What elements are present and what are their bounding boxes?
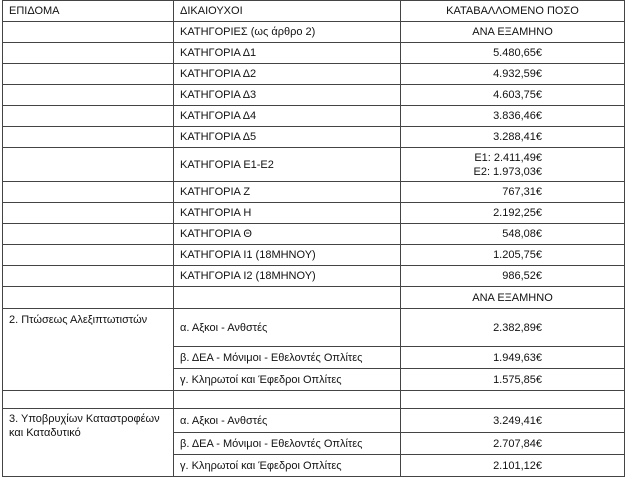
table-row-e1-e2 xyxy=(3,148,625,182)
header-row xyxy=(3,1,625,22)
empty-cell xyxy=(3,127,174,148)
table-row xyxy=(3,409,625,433)
per-semester-label: ΑΝΑ ΕΞΑΜΗΝΟ xyxy=(401,22,625,43)
empty-cell xyxy=(174,287,401,309)
beneficiary-cell: α. Αξκοι - Ανθστές xyxy=(174,309,401,347)
beneficiary-cell: γ. Κληρωτοί και Έφεδροι Οπλίτες xyxy=(174,455,401,477)
empty-cell xyxy=(3,287,174,309)
amount-cell: 5.480,65€ xyxy=(401,43,625,64)
category-cell: ΚΑΤΗΓΟΡΙΑ Η xyxy=(174,203,401,224)
empty-cell xyxy=(174,391,401,409)
table-row xyxy=(3,43,625,64)
table-row xyxy=(3,266,625,287)
header-amount: ΚΑΤΑΒΑΛΛΟΜΕΝΟ ΠΟΣΟ xyxy=(401,1,625,22)
amount-cell: 2.192,25€ xyxy=(401,203,625,224)
section2-title: 2. Πτώσεως Αλεξιπτωτιστών xyxy=(3,309,174,391)
table-row xyxy=(3,245,625,266)
beneficiary-cell: β. ΔΕΑ - Μόνιμοι - Εθελοντές Οπλίτες xyxy=(174,433,401,455)
section2-subheader-row xyxy=(3,287,625,309)
category-cell: ΚΑΤΗΓΟΡΙΑ Δ1 xyxy=(174,43,401,64)
category-cell: ΚΑΤΗΓΟΡΙΑ Ζ xyxy=(174,182,401,203)
table-row xyxy=(3,85,625,106)
beneficiary-cell: α. Αξκοι - Ανθστές xyxy=(174,409,401,433)
table-row xyxy=(3,224,625,245)
section1-subheader-row xyxy=(3,22,625,43)
allowances-table xyxy=(2,0,625,477)
amount-cell: 1.575,85€ xyxy=(401,369,625,391)
empty-cell xyxy=(3,22,174,43)
empty-cell xyxy=(3,106,174,127)
empty-cell xyxy=(401,391,625,409)
category-cell: ΚΑΤΗΓΟΡΙΑ Ι1 (18ΜΗΝΟΥ) xyxy=(174,245,401,266)
category-cell: ΚΑΤΗΓΟΡΙΑ Δ2 xyxy=(174,64,401,85)
amount-cell: 548,08€ xyxy=(401,224,625,245)
table-row xyxy=(3,127,625,148)
table-row xyxy=(3,64,625,85)
amount-cell: 986,52€ xyxy=(401,266,625,287)
beneficiary-cell: γ. Κληρωτοί και Έφεδροι Οπλίτες xyxy=(174,369,401,391)
amount-cell: 3.249,41€ xyxy=(401,409,625,433)
empty-cell xyxy=(3,203,174,224)
table-row xyxy=(3,309,625,347)
category-cell: ΚΑΤΗΓΟΡΙΑ Δ3 xyxy=(174,85,401,106)
category-cell: ΚΑΤΗΓΟΡΙΑ Ε1-Ε2 xyxy=(174,148,401,182)
section3-title: 3. Υποβρυχίων Καταστροφέων και Καταδυτικό xyxy=(3,409,174,477)
empty-cell xyxy=(3,64,174,85)
empty-cell xyxy=(3,224,174,245)
category-cell: ΚΑΤΗΓΟΡΙΑ Ι2 (18ΜΗΝΟΥ) xyxy=(174,266,401,287)
beneficiary-cell: β. ΔΕΑ - Μόνιμοι - Εθελοντές Οπλίτες xyxy=(174,347,401,369)
amount-e2: Ε2: 1.973,03€ xyxy=(473,165,542,178)
category-cell: ΚΑΤΗΓΟΡΙΑ Δ5 xyxy=(174,127,401,148)
amount-cell: 1.205,75€ xyxy=(401,245,625,266)
per-semester-label: ΑΝΑ ΕΞΑΜΗΝΟ xyxy=(401,287,625,309)
amount-e1: Ε1: 2.411,49€ xyxy=(474,151,542,164)
table-row xyxy=(3,106,625,127)
amount-cell: 767,31€ xyxy=(401,182,625,203)
amount-cell: 3.288,41€ xyxy=(401,127,625,148)
amount-cell: 2.382,89€ xyxy=(401,309,625,347)
empty-cell xyxy=(3,391,174,409)
header-beneficiaries: ΔΙΚΑΙΟΥΧΟΙ xyxy=(174,1,401,22)
table-row xyxy=(3,203,625,224)
categories-label: ΚΑΤΗΓΟΡΙΕΣ (ως άρθρο 2) xyxy=(174,22,401,43)
category-cell: ΚΑΤΗΓΟΡΙΑ Δ4 xyxy=(174,106,401,127)
empty-cell xyxy=(3,266,174,287)
spacer-row xyxy=(3,391,625,409)
amount-cell: 4.603,75€ xyxy=(401,85,625,106)
category-cell: ΚΑΤΗΓΟΡΙΑ Θ xyxy=(174,224,401,245)
amount-cell-e xyxy=(401,148,625,182)
empty-cell xyxy=(3,43,174,64)
amount-cell: 4.932,59€ xyxy=(401,64,625,85)
empty-cell xyxy=(3,85,174,106)
amount-cell: 3.836,46€ xyxy=(401,106,625,127)
empty-cell xyxy=(3,245,174,266)
amount-cell: 2.101,12€ xyxy=(401,455,625,477)
amount-cell: 1.949,63€ xyxy=(401,347,625,369)
amount-cell: 2.707,84€ xyxy=(401,433,625,455)
header-allowance: ΕΠΙΔΟΜΑ xyxy=(3,1,174,22)
empty-cell xyxy=(3,182,174,203)
table-row xyxy=(3,182,625,203)
empty-cell xyxy=(3,148,174,182)
